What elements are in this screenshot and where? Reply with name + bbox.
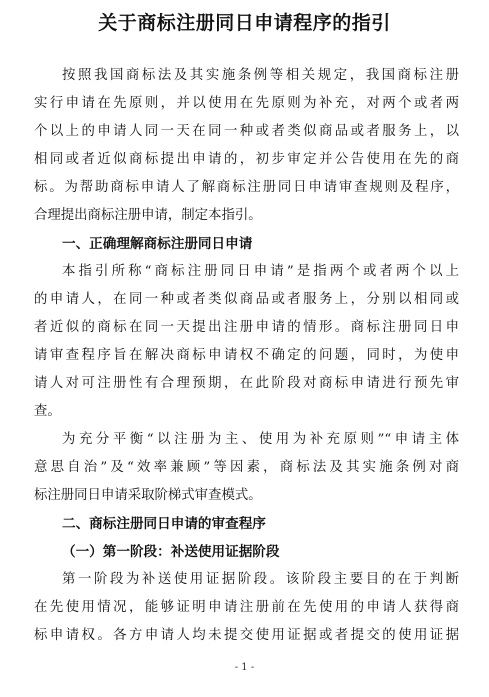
paragraph-line: 为充分平衡“以注册为主、使用为补充原则”“申请主体	[62, 432, 459, 447]
section-heading: 一、正确理解商标注册同日申请	[62, 236, 253, 252]
paragraph-line: 实行申请在先原则，并以使用在先原则为补充，对两个或者两	[34, 96, 459, 111]
page-number: - 1 -	[234, 662, 255, 673]
paragraph-line: 本指引所称“商标注册同日申请”是指两个或者两个以上	[62, 264, 459, 279]
paragraph-line: 相同或者近似商标提出申请的，初步审定并公告使用在先的商	[34, 152, 459, 167]
paragraph-line: 按照我国商标法及其实施条例等相关规定，我国商标注册	[62, 68, 459, 83]
paragraph-line: 个以上的申请人同一天在同一种或者类似商品或者服务上，以	[34, 124, 459, 139]
section-heading: 二、商标注册同日申请的审查程序	[62, 516, 266, 532]
paragraph-line: 合理提出商标注册申请，制定本指引。	[34, 208, 262, 223]
paragraph-line: 意思自治”及“效率兼顾”等因素，商标法及其实施条例对商	[34, 460, 459, 475]
paragraph-line: 标注册同日申请采取阶梯式审查模式。	[34, 488, 262, 503]
paragraph-line: 查。	[34, 404, 61, 419]
paragraph-line: 的申请人，在同一种或者类似商品或者服务上，分别以相同或	[34, 292, 459, 307]
paragraph-line: 标申请权。各方申请人均未提交使用证据或者提交的使用证据	[34, 628, 459, 643]
paragraph-line: 请审查程序旨在解决商标申请权不确定的问题，同时，为使申	[34, 348, 459, 363]
paragraph-line: 在先使用情况，能够证明申请注册前在先使用的申请人获得商	[34, 600, 459, 615]
paragraph-line: 第一阶段为补送使用证据阶段。该阶段主要目的在于判断	[62, 572, 459, 587]
paragraph-line: 请人对可注册性有合理预期，在此阶段对商标申请进行预先审	[34, 376, 459, 391]
paragraph-line: 标。为帮助商标申请人了解商标注册同日申请审查规则及程序，	[34, 180, 459, 195]
subsection-heading: （一）第一阶段：补送使用证据阶段	[62, 544, 280, 560]
paragraph-line: 者近似的商标在同一天提出注册申请的情形。商标注册同日申	[34, 320, 459, 335]
document-title: 关于商标注册同日申请程序的指引	[98, 12, 391, 34]
